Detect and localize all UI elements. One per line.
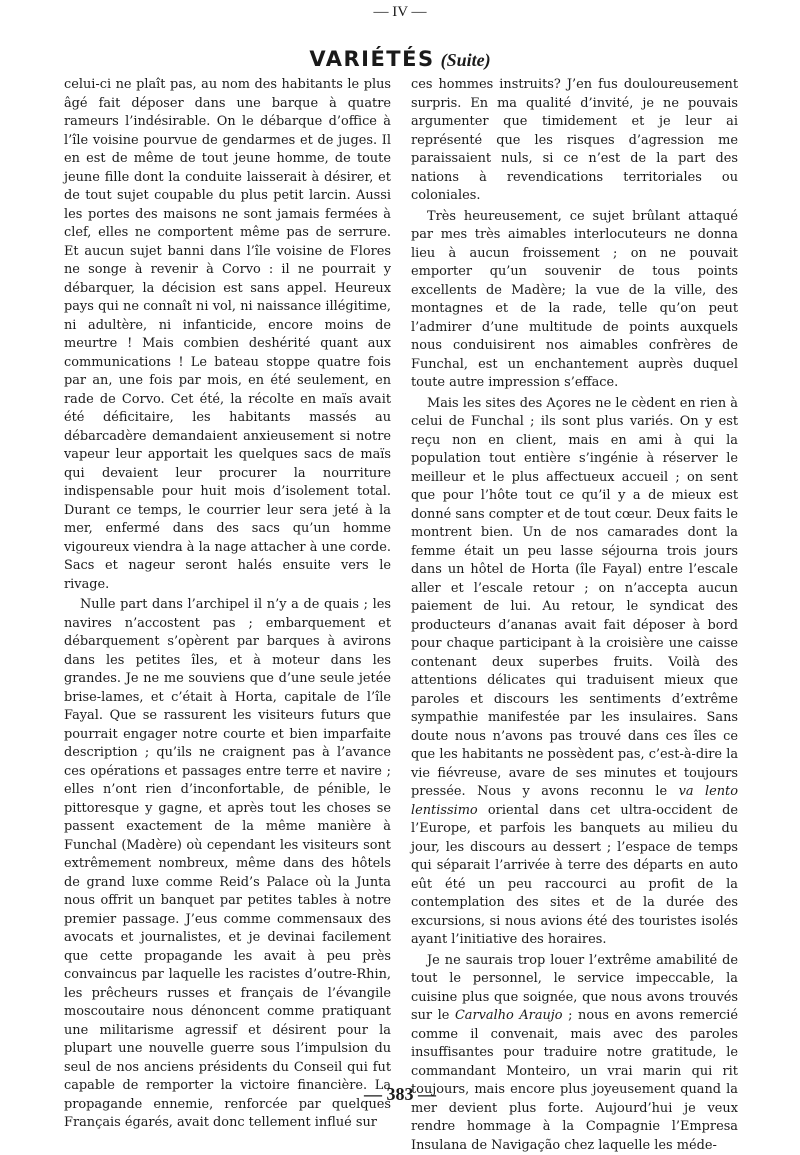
right-column xyxy=(411,76,738,1155)
paragraph-text: oriental dans cet ultra-occident de l’Europe, et parfois les banquets au milieu du jour, les discours au dessert ; l’espace de temps qui séparait l’arrivée à terre des départs en auto eût été un peu raccourci au profit de la contemplation des sites et de la durée des excursions, si nous avions été des touristes isolés ayant l’initiative des horaires. xyxy=(411,803,738,948)
paragraph: Très heureusement, ce sujet brûlant attaqué par mes très aimables interlocuteurs ne donna lieu à aucun froissement ; on ne pouvait emporter qu’un souvenir de tous points excellents de Madère; la vue de la ville, des montagnes et de la rade, telle qu’on peut l’admirer d’une multitude de points auxquels nous conduisirent nos aimables confrères de Funchal, est un enchantement auprès duquel toute autre impression s’efface. xyxy=(411,208,738,393)
paragraph: Nulle part dans l’archipel il n’y a de quais ; les navires n’accostent pas ; embarquement et débarquement s’opèrent par barques à avirons dans les petites îles, et à moteur dans les grandes. Je ne me souviens que d’une seule jetée brise-lames, et c’était à Horta, capitale de l’île Fayal. Que se rassurent les visiteurs futurs que pourrait engager notre courte et bien imparfaite description ; qu’ils ne craignent pas à l’avance ces opérations et passages entre terre et navire ; elles n’ont rien d’inconfortable, de pénible, le pittoresque y gagne, et après tout les choses se passent exactement de la même manière à Funchal (Madère) où cependant les visiteurs sont extrêmement nombreux, même dans des hôtels de grand luxe comme Reid’s Palace où la Junta nous offrit un banquet par petites tables à notre premier passage. J’eus comme commensaux des avocats et journalistes, et je devinai facilement que cette propagande les avait à peu près convaincus par laquelle les racistes d’outre-Rhin, les prêcheurs russes et français de l’évangile moscoutaire nous dénoncent comme pratiquant une militarisme agressif et désirent pour la plupart une nouvelle guerre sous l’impulsion du seul de nos anciens présidents du Conseil qui fut capable de remporter la victoire financière. La propagande ennemie, renforcée par quelques Français égarés, avait donc tellement influé sur xyxy=(64,596,391,1133)
paragraph-with-italic xyxy=(411,395,738,950)
text-columns xyxy=(64,76,738,1155)
paragraph: celui-ci ne plaît pas, au nom des habitants le plus âgé fait déposer dans une barque à quatre rameurs l’indésirable. On le débarque d’office à l’île voisine pourvue de gendarmes et de juges. Il en est de même de tout jeune homme, de toute jeune fille dont la conduite laisserait à désirer, et de tout sujet coupable du plus petit larcin. Aussi les portes des maisons ne sont jamais fermées à clef, elles ne comportent même pas de serrure. Et aucun sujet banni dans l’île voisine de Flores ne songe à revenir à Corvo : il ne pourrait y débarquer, la décision est sans appel. Heureux pays qui ne connaît ni vol, ni naissance illégitime, ni adultère, ni infanticide, encore moins de meurtre ! Mais combien deshérité quant aux communications ! Le bateau stoppe quatre fois par an, une fois par mois, en été seulement, en rade de Corvo. Cet été, la récolte en maïs avait été déficitaire, les habitants massés au débarcadère demandaient anxieusement si notre vapeur leur apportait les quelques sacs de maïs qui devaient leur procurer la nourriture indispensable pour huit mois d’isolement total. Durant ce temps, le courrier leur sera jeté à la mer, enfermé dans des sacs qu’un homme vigoureux viendra à la nage attacher à une corde. Sacs et nageur seront halés ensuite vers le rivage. xyxy=(64,76,391,594)
roman-page-marker: — IV — xyxy=(0,4,800,21)
paragraph-with-italic xyxy=(411,952,738,1155)
section-title-main: VARIÉTÉS xyxy=(309,47,434,71)
italic-phrase: va lento lentissimo xyxy=(411,784,738,818)
section-title-subtitle: (Suite) xyxy=(441,50,491,70)
paragraph-text: Je ne saurais trop louer l’extrême amabilité de tout le personnel, le service impeccable, la cuisine plus que soignée, que nous avons trouvés sur le xyxy=(411,953,738,1024)
paragraph-text: ; nous en avons remercié comme il convenait, mais avec des paroles insuffisantes pour traduire notre gratitude, le commandant Monteiro, un vrai marin qui rit toujours, mais encore plus joyeusement quand la mer devient plus forte. Aujourd’hui je veux rendre hommage à la Compagnie l’Empresa Insulana de Navigação chez laquelle les méde- xyxy=(411,1008,738,1153)
ship-name: Carvalho Araujo xyxy=(455,1008,563,1023)
page-number: — 383 — xyxy=(0,1084,800,1105)
paragraph: ces hommes instruits? J’en fus douloureusement surpris. En ma qualité d’invité, je ne pouvais argumenter que timidement et je leur ai représenté que les risques d’agression me paraissaient nuls, si ce n’est de la part des nations à revendications territoriales ou coloniales. xyxy=(411,76,738,206)
section-title xyxy=(0,44,800,76)
left-column xyxy=(64,76,391,1155)
paragraph-text: Mais les sites des Açores ne le cèdent en rien à celui de Funchal ; ils sont plus variés. On y est reçu non en client, mais en ami à qui la population tout entière s’ingénie à réserver le meilleur et le plus affectueux accueil ; on sent que pour l’hôte tout ce qu’il y a de mieux est donné sans compter et de tout cœur. Deux faits le montrent bien. Un de nos camarades dont la femme était un peu lasse séjourna trois jours dans un hôtel de Horta (île Fayal) entre l’escale aller et l’escale retour ; on n’accepta aucun paiement de lui. Au retour, le syndicat des producteurs d’ananas avait fait déposer à bord pour chaque participant à la croisière une caisse contenant deux superbes fruits. Voilà des attentions délicates qui traduisent mieux que paroles et discours les sentiments d’extrême sympathie manifestée par les insulaires. Sans doute nous n’avons pas trouvé dans ces îles ce que les habitants ne possèdent pas, c’est-à-dire la vie fiévreuse, avare de ses minutes et toujours pressée. Nous y avons reconnu le xyxy=(411,396,738,800)
